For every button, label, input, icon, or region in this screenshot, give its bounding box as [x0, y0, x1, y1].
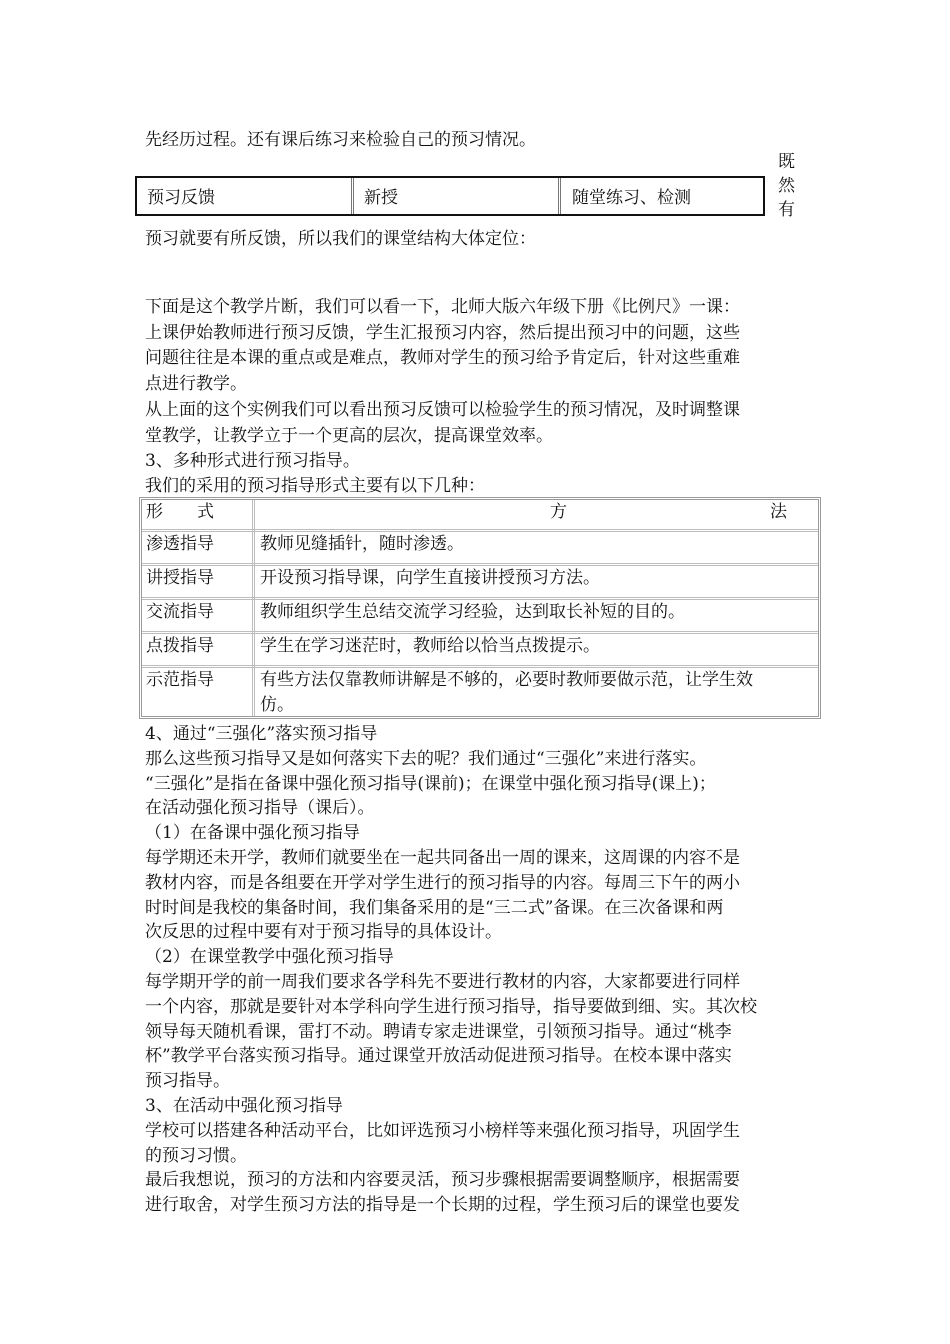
- text-line: 堂教学，让教学立于一个更高的层次，提高课堂效率。: [145, 425, 553, 446]
- table-row: [142, 634, 818, 668]
- table-header-row: [142, 500, 818, 532]
- text-line: 那么这些预习指导又是如何落实下去的呢？我们通过“三强化”来进行落实。: [145, 748, 707, 769]
- text-line: 一个内容，那就是要针对本学科向学生进行预习指导，指导要做到细、实。其次校: [145, 996, 757, 1017]
- table-row: [142, 600, 818, 634]
- text-line: 4、通过“三强化”落实预习指导: [145, 724, 378, 744]
- example-paragraph: [145, 295, 815, 397]
- method-line: 有些方法仅靠教师讲解是不够的，必要时教师要做示范，让学生效: [260, 670, 753, 690]
- text-line: 上课伊始教师进行预习反馈，学生汇报预习内容，然后提出预习中的问题，这些: [145, 322, 740, 343]
- text-line: 问题往往是本课的重点或是难点，教师对学生的预习给予肯定后，针对这些重难: [145, 348, 740, 369]
- text-line: 的预习习惯。: [145, 1145, 247, 1166]
- top-line: 先经历过程。还有课后练习来检验自己的预习情况。: [145, 130, 536, 150]
- section-4: [145, 722, 815, 1218]
- text-line: 最后我想说，预习的方法和内容要灵活，预习步骤根据需要调整顺序，根据需要: [145, 1170, 740, 1191]
- text-line: 每学期开学的前一周我们要求各学科先不要进行教材的内容，大家都要进行同样: [145, 971, 740, 992]
- text-line: 每学期还未开学，教师们就要坐在一起共同备出一周的课来，这周课的内容不是: [145, 847, 740, 868]
- form-cell: 交流指导: [146, 602, 214, 622]
- text-line: 在活动强化预习指导（课后）。: [145, 798, 375, 819]
- side-note-char: 既: [778, 152, 795, 172]
- side-note-char: 然: [778, 176, 795, 196]
- text-line: 下面是这个教学片断，我们可以看一下，北师大版六年级下册《比例尺》一课：: [145, 297, 740, 317]
- text-line: 领导每天随机看课，雷打不动。聘请专家走进课堂，引领预习指导。通过“桃李: [145, 1021, 732, 1042]
- table-row: [142, 532, 818, 566]
- text-line: 3、在活动中强化预习指导: [145, 1095, 343, 1116]
- form-cell: 渗透指导: [146, 534, 214, 554]
- method-cell: 教师组织学生总结交流学习经验，达到取长补短的目的。: [260, 602, 685, 622]
- structure-cell-practice: 随堂练习、检测: [572, 188, 691, 208]
- text-line: 教材内容，而是各组要在开学对学生进行的预习指导的内容。每周三下午的两小: [145, 872, 740, 893]
- form-cell: 点拨指导: [146, 636, 214, 656]
- structure-intro: 预习就要有所反馈，所以我们的课堂结构大体定位：: [145, 229, 536, 249]
- method-cell: 学生在学习迷茫时，教师给以恰当点拨提示。: [260, 636, 600, 656]
- table-row: [142, 668, 818, 716]
- text-line: （1）在备课中强化预习指导: [145, 823, 360, 844]
- text-line: 进行取舍，对学生预习方法的指导是一个长期的过程，学生预习后的课堂也要发: [145, 1195, 740, 1216]
- text-line: 预习指导。: [145, 1071, 230, 1092]
- structure-table: [135, 176, 765, 216]
- structure-cell-feedback: 预习反馈: [137, 178, 354, 214]
- conclusion-paragraph: [145, 398, 815, 449]
- text-line: “三强化”是指在备课中强化预习指导(课前)；在课堂中强化预习指导(课上)；: [145, 773, 716, 794]
- text-line: 时时间是我校的集备时间，我们集备采用的是“三二式”备课。在三次备课和两: [145, 897, 724, 918]
- header-method-right: 法: [770, 502, 787, 522]
- methods-table: [139, 497, 821, 719]
- form-cell: 讲授指导: [146, 568, 214, 588]
- header-form: 形 式: [146, 502, 214, 522]
- method-cell: 教师见缝插针，随时渗透。: [260, 534, 464, 554]
- structure-cell-new-lesson: 新授: [354, 178, 561, 214]
- text-line: 次反思的过程中要有对于预习指导的具体设计。: [145, 922, 502, 943]
- side-note: [778, 150, 800, 222]
- text-line: 从上面的这个实例我们可以看出预习反馈可以检验学生的预习情况，及时调整课: [145, 400, 740, 420]
- text-line: 杯”教学平台落实预习指导。通过课堂开放活动促进预习指导。在校本课中落实: [145, 1046, 732, 1067]
- heading-3: 3、多种形式进行预习指导。: [145, 451, 360, 471]
- form-cell: 示范指导: [146, 670, 214, 690]
- text-line: （2）在课堂教学中强化预习指导: [145, 947, 394, 968]
- method-cell: 开设预习指导课，向学生直接讲授预习方法。: [260, 568, 600, 588]
- method-line: 仿。: [260, 695, 294, 715]
- method-cell: [260, 668, 820, 718]
- side-note-char: 有: [778, 200, 795, 220]
- table-row: [142, 566, 818, 600]
- header-method-left: 方: [550, 502, 567, 522]
- methods-intro: 我们的采用的预习指导形式主要有以下几种：: [145, 476, 485, 496]
- text-line: 点进行教学。: [145, 373, 247, 394]
- text-line: 学校可以搭建各种活动平台，比如评选预习小榜样等来强化预习指导，巩固学生: [145, 1120, 740, 1141]
